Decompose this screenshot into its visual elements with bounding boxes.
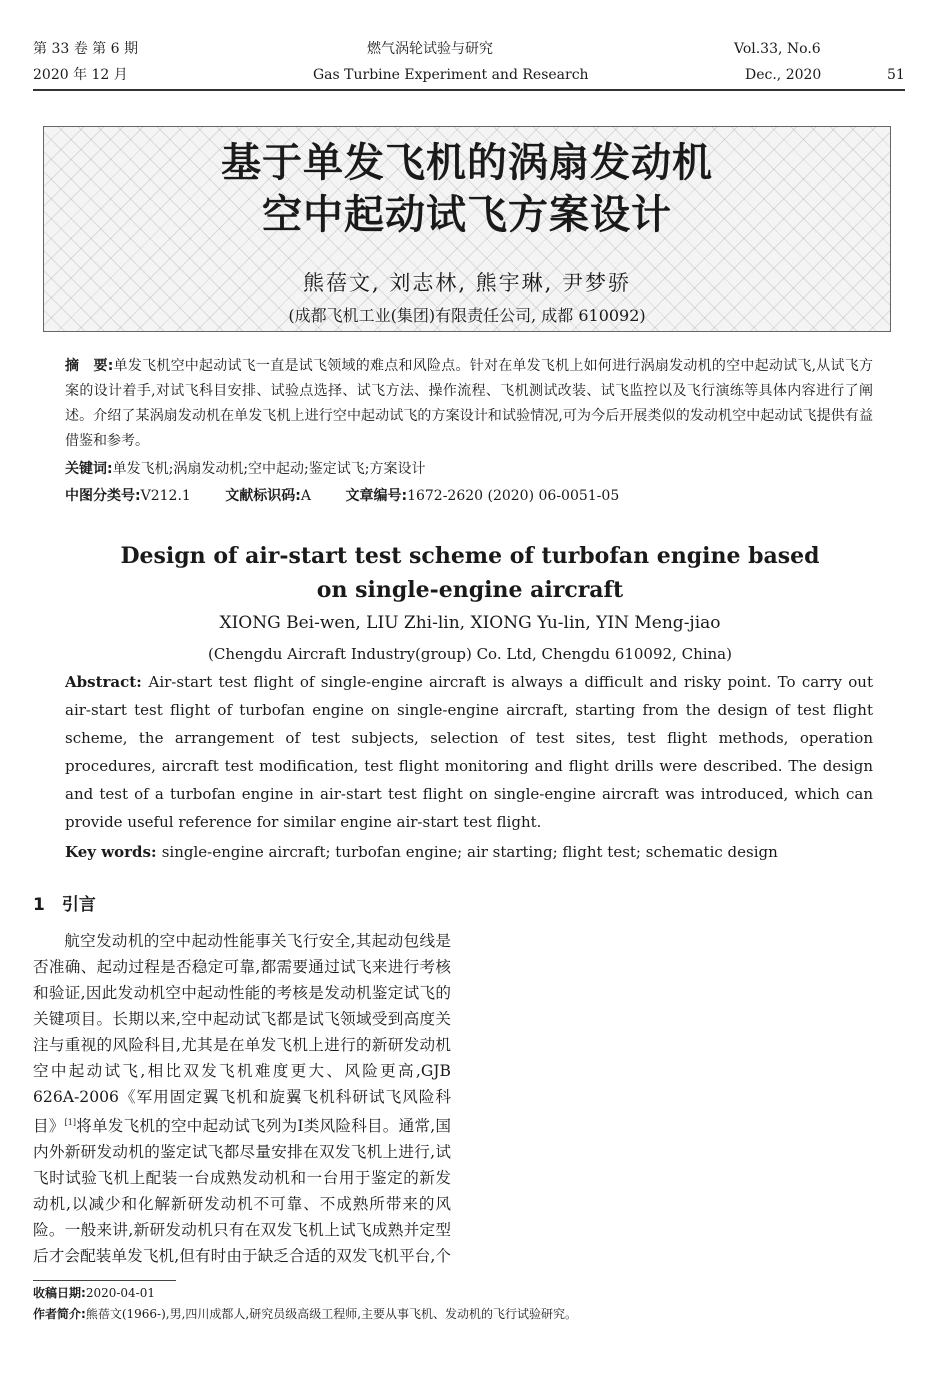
title-en-line-2: on single-engine aircraft: [316, 577, 624, 603]
authors-en: XIONG Bei-wen, LIU Zhi-lin, XIONG Yu-lin, YIN Meng-jiao: [219, 613, 721, 633]
page-number: 51: [887, 67, 905, 83]
clc-value: V212.1: [140, 488, 191, 504]
header-rule: [33, 89, 905, 91]
header-journal-cn: 燃气涡轮试验与研究: [367, 41, 493, 57]
title-cn-line-1: 基于单发飞机的涡扇发动机: [221, 140, 713, 186]
classification-line: [65, 484, 873, 509]
received-label: 收稿日期:: [33, 1286, 86, 1300]
title-en-line-1: Design of air-start test scheme of turbofan engine based: [120, 543, 820, 569]
header-date-cn: 2020 年 12 月: [33, 67, 128, 83]
header-date-en: Dec., 2020: [745, 67, 822, 83]
article-no-label: 文章编号:: [345, 488, 408, 504]
authors-cn: 熊蓓文, 刘志林, 熊宇琳, 尹梦骄: [302, 271, 632, 295]
body-paragraph-1: 航空发动机的空中起动性能事关飞行安全,其起动包线是否准确、起动过程是否稳定可靠,都需要通过试飞来进行考核和验证,因此发动机空中起动性能的考核是发动机鉴定试飞的关键项目。长期以来,空中起动试飞都是试飞领域受到高度关注与重视的风险科目,尤其是在单发飞机上进行的新研发动机空中起动试飞,相比双发飞机难度更大、风险更高,GJB 626A-2006《军用固定翼飞机和旋翼飞机科研试飞风险科目》[1]将单发飞机的空中起动试飞列为Ⅰ类风险科目。通常,国内外新研发动机的鉴定试飞都尽量安排在双发飞机上进行,试飞时试验飞机上配装一台成熟发动机和一台用于鉴定的新发动机,以减少和化解新研发动机不可靠、不成熟所带来的风险。一般来讲,新研发动机只有在双发飞机上试飞成熟并定型后才会配装单发飞机,但有时由于缺乏合适的双发飞机平台,个: [33, 932, 451, 1266]
doc-code-value: A: [300, 488, 311, 504]
footnote-bio: [33, 1304, 893, 1324]
keywords-cn-text: 单发飞机;涡扇发动机;空中起动;鉴定试飞;方案设计: [112, 461, 426, 477]
body-column-left: [33, 928, 905, 1266]
abstract-en-text: Air-start test flight of single-engine aircraft is always a difficult and risky point. To carry out air-start test flight of turbofan engine on single-engine aircraft, starting from the design of test flight scheme, the arrangement of test subjects, selection of test sites, test flight methods, operation procedures, aircraft test modification, test flight monitoring and flight drills were described. The design and test of a turbofan engine in air-start test flight on single-engine aircraft was introduced, which can provide useful reference for similar engine air-start test flight.: [65, 673, 873, 831]
keywords-cn-label: 关键词:: [65, 461, 113, 477]
received-date: 2020-04-01: [85, 1286, 155, 1300]
affiliation-en: (Chengdu Aircraft Industry(group) Co. Ltd, Chengdu 610092, China): [208, 645, 732, 663]
keywords-en-label: Key words: [65, 843, 151, 861]
bio-text: 熊蓓文(1966-),男,四川成都人,研究员级高级工程师,主要从事飞机、发动机的飞行试验研究。: [85, 1307, 578, 1321]
abstract-en-label: Abstract: [65, 673, 137, 691]
abstract-cn-label: 摘 要:: [65, 358, 114, 374]
keywords-en-text: single-engine aircraft; turbofan engine; air starting; flight test; schematic design: [161, 843, 778, 861]
title-box: [43, 126, 891, 332]
clc-label: 中图分类号:: [65, 488, 141, 504]
reference-marker: [1]: [64, 1118, 76, 1127]
header-volume-issue-en: Vol.33, No.6: [734, 41, 821, 57]
article-no-value: 1672-2620 (2020) 06-0051-05: [407, 488, 620, 504]
bio-label: 作者简介:: [33, 1307, 86, 1321]
keywords-en: Key words: single-engine aircraft; turbofan engine; air starting; flight test; schematic design: [65, 843, 778, 861]
section-heading: 1 引言: [33, 895, 96, 915]
abstract-cn: [65, 354, 873, 454]
abstract-en: Abstract: Air-start test flight of single-engine aircraft is always a difficult and risky point. To carry out air-start test flight of turbofan engine on single-engine aircraft, starting from the design of test flight scheme, the arrangement of test subjects, selection of test sites, test flight methods, operation procedures, aircraft test modification, test flight monitoring and flight drills were described. The design and test of a turbofan engine in air-start test flight on single-engine aircraft was introduced, which can provide useful reference for similar engine air-start test flight.: [65, 673, 873, 831]
doc-code-label: 文献标识码:: [225, 488, 301, 504]
title-cn-line-2: 空中起动试飞方案设计: [262, 192, 672, 238]
body-flow: [33, 928, 905, 1266]
abstract-cn-text: 单发飞机空中起动试飞一直是试飞领域的难点和风险点。针对在单发飞机上如何进行涡扇发动机的空中起动试飞,从试飞方案的设计着手,对试飞科目安排、试验点选择、试飞方法、操作流程、飞机测试改装、试飞监控以及飞行演练等具体内容进行了阐述。介绍了某涡扇发动机在单发飞机上进行空中起动试飞的方案设计和试验情况,可为今后开展类似的发动机空中起动试飞提供有益借鉴和参考。: [65, 358, 873, 449]
header-volume-issue-cn: 第 33 卷 第 6 期: [33, 41, 138, 57]
affiliation-cn: (成都飞机工业(集团)有限责任公司, 成都 610092): [288, 306, 646, 325]
keywords-cn: [65, 457, 873, 482]
footnote-received: [33, 1283, 893, 1303]
header-journal-en: Gas Turbine Experiment and Research: [313, 67, 589, 83]
footnote-rule: [33, 1280, 176, 1281]
